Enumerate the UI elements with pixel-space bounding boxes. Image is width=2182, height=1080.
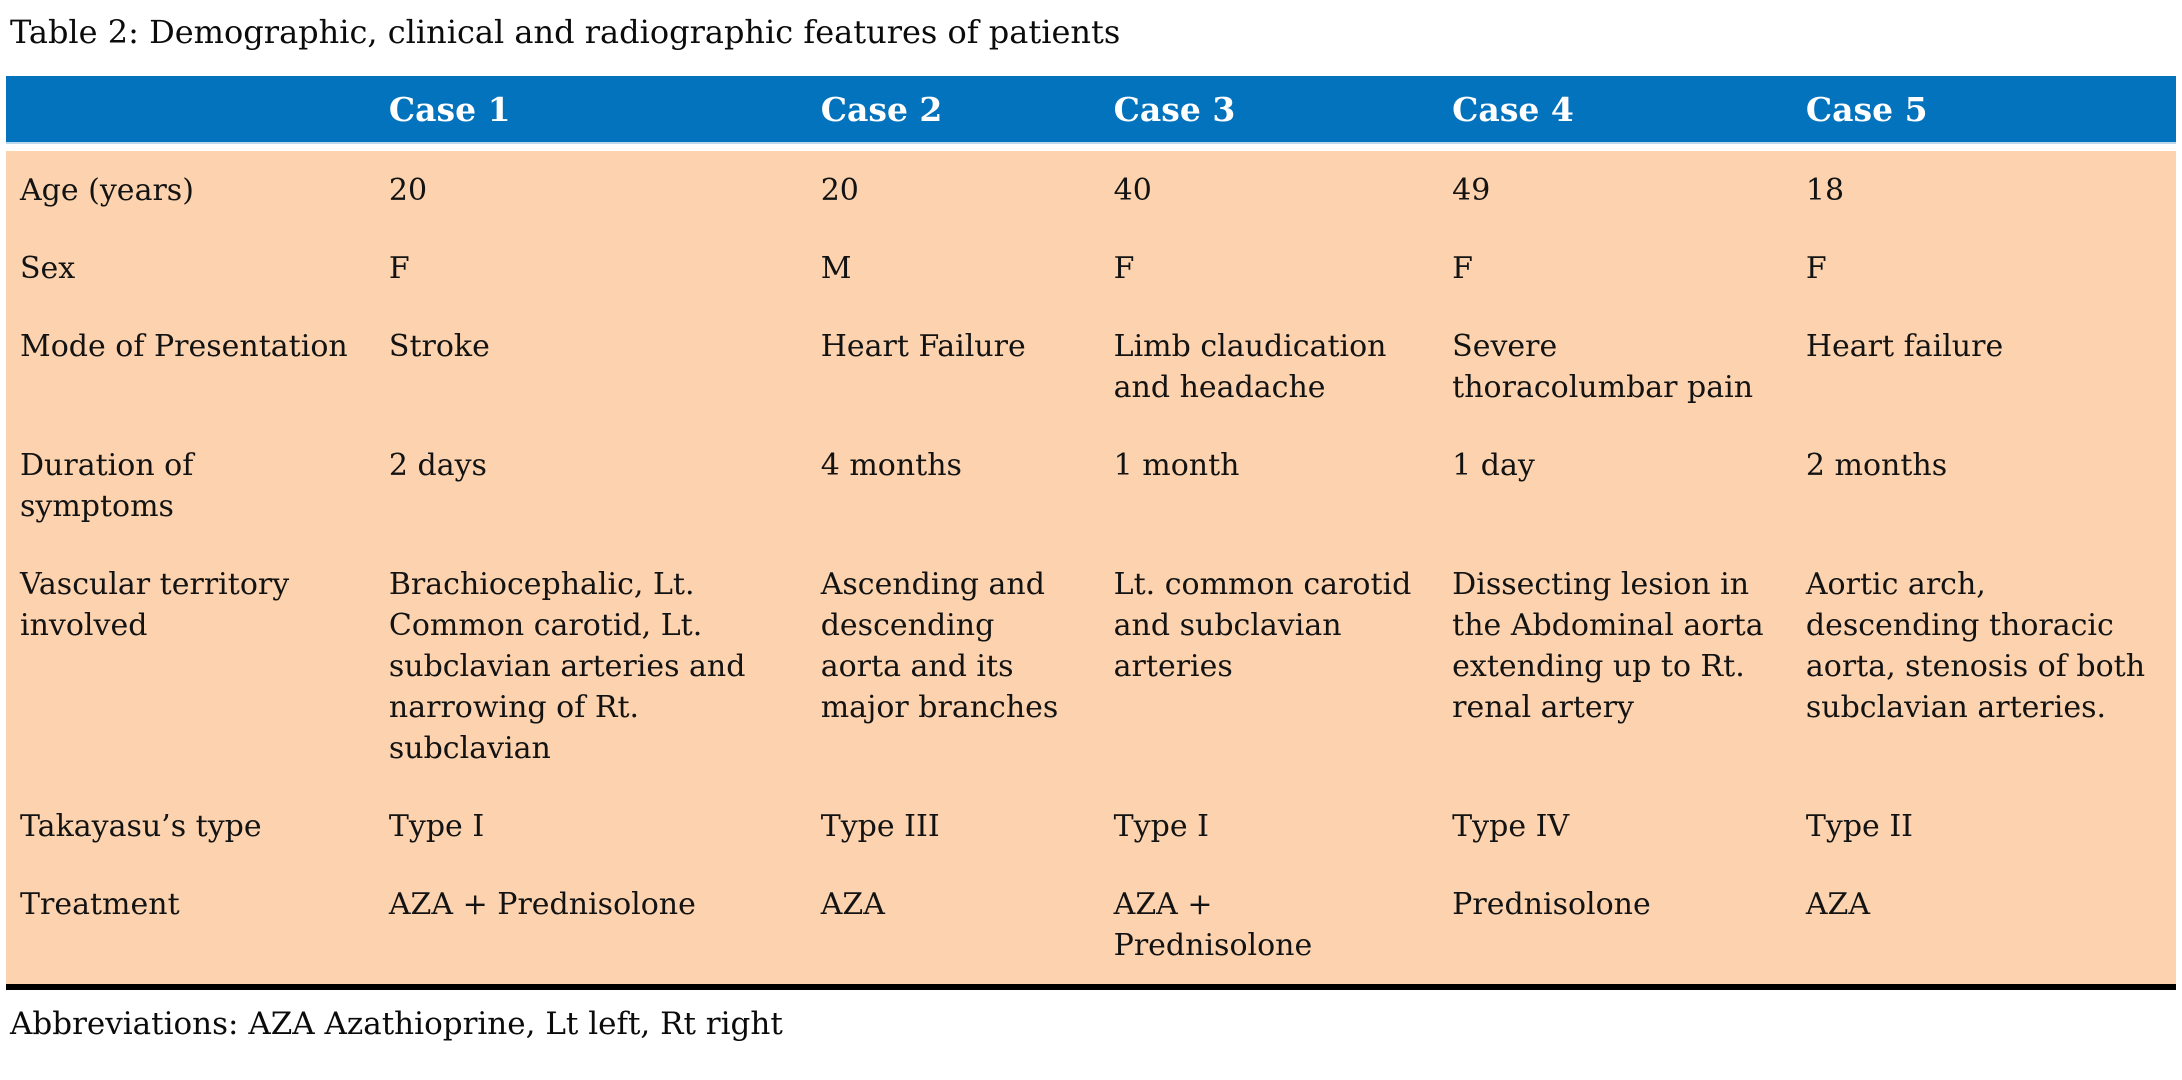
header-cell-case-2: Case 2: [807, 76, 1100, 148]
table-cell: AZA + Prednisolone: [375, 865, 807, 987]
table-cell: Aortic arch, descending thoracic aorta, stenosis of both subclavian arteries.: [1792, 545, 2176, 787]
table-cell: Type I: [1100, 787, 1439, 865]
abbreviations-note: Abbreviations: AZA Azathioprine, Lt left, Rt right: [10, 1006, 783, 1042]
table-row: [6, 148, 2176, 230]
table-cell: Lt. common carotid and subclavian arteries: [1100, 545, 1439, 787]
table-cell: Type I: [375, 787, 807, 865]
table-cell: Type II: [1792, 787, 2176, 865]
table-row: [6, 229, 2176, 307]
row-label: Vascular territory involved: [6, 545, 375, 787]
table-row: [6, 787, 2176, 865]
table-cell: Type III: [807, 787, 1100, 865]
table-cell: Heart Failure: [807, 307, 1100, 426]
table-cell: 40: [1100, 148, 1439, 230]
table-cell: Dissecting lesion in the Abdominal aorta extending up to Rt. renal artery: [1438, 545, 1792, 787]
table-cell: 2 days: [375, 426, 807, 545]
header-cell-case-1: Case 1: [375, 76, 807, 148]
table-cell: Stroke: [375, 307, 807, 426]
row-label: Treatment: [6, 865, 375, 987]
table-cell: Prednisolone: [1438, 865, 1792, 987]
table-cell: 49: [1438, 148, 1792, 230]
table-cell: 4 months: [807, 426, 1100, 545]
table-cell: F: [1100, 229, 1439, 307]
table-cell: 18: [1792, 148, 2176, 230]
table-cell: F: [1792, 229, 2176, 307]
header-row: [6, 76, 2176, 148]
row-label: Age (years): [6, 148, 375, 230]
table-cell: 1 day: [1438, 426, 1792, 545]
table-cell: 1 month: [1100, 426, 1439, 545]
table-cell: 20: [807, 148, 1100, 230]
header-cell-case-5: Case 5: [1792, 76, 2176, 148]
table-cell: AZA: [1792, 865, 2176, 987]
table-caption: Table 2: Demographic, clinical and radiographic features of patients: [10, 13, 1121, 51]
table-row: [6, 545, 2176, 787]
table-cell: M: [807, 229, 1100, 307]
table-cell: Limb claudication and headache: [1100, 307, 1439, 426]
table-cell: F: [375, 229, 807, 307]
table-cell: Type IV: [1438, 787, 1792, 865]
table-cell: AZA + Prednisolone: [1100, 865, 1439, 987]
table-cell: F: [1438, 229, 1792, 307]
table-cell: Heart failure: [1792, 307, 2176, 426]
table-row: [6, 307, 2176, 426]
table-cell: AZA: [807, 865, 1100, 987]
table-cell: Brachiocephalic, Lt. Common carotid, Lt. subclavian arteries and narrowing of Rt. subclavian: [375, 545, 807, 787]
table-row: [6, 426, 2176, 545]
row-label: Mode of Presentation: [6, 307, 375, 426]
table-cell: 20: [375, 148, 807, 230]
header-cell-case-3: Case 3: [1100, 76, 1439, 148]
table-row: [6, 865, 2176, 987]
table-cell: 2 months: [1792, 426, 2176, 545]
table-cell: Ascending and descending aorta and its major branches: [807, 545, 1100, 787]
row-label: Duration of symptoms: [6, 426, 375, 545]
patients-table: [6, 76, 2176, 990]
header-cell-case-4: Case 4: [1438, 76, 1792, 148]
row-label: Takayasu’s type: [6, 787, 375, 865]
row-label: Sex: [6, 229, 375, 307]
table-cell: Severe thoracolumbar pain: [1438, 307, 1792, 426]
header-cell-blank: [6, 76, 375, 148]
